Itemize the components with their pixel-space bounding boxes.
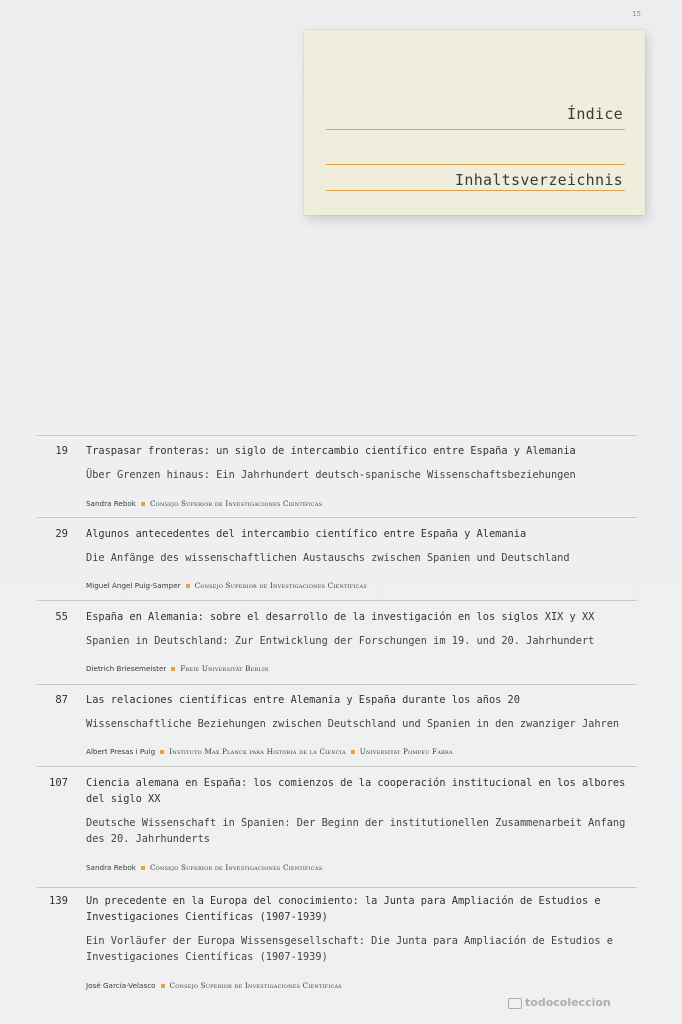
toc-title-de: Spanien in Deutschland: Zur Entwicklung der Forschungen im 19. und 20. Jahrhundert xyxy=(86,635,595,647)
watermark-text: todocoleccion xyxy=(525,996,611,1009)
toc-title-de: Deutsche Wissenschaft in Spanien: Der Beginn der institutionellen Zusammenarbeit Anfang des 20. Jahrhunderts xyxy=(86,817,626,845)
watermark xyxy=(508,996,611,1009)
toc-page-number: 87 xyxy=(55,694,68,706)
toc-title-de: Wissenschaftliche Beziehungen zwischen Deutschland und Spanien in den zwanziger Jahren xyxy=(86,718,620,730)
toc-author: Sandra Rebok xyxy=(86,499,136,508)
toc-institution: Consejo Superior de Investigaciones Científicas xyxy=(149,863,323,872)
separator-square-icon xyxy=(141,866,145,870)
separator-square-icon xyxy=(186,584,190,588)
toc-divider xyxy=(37,766,637,767)
toc-title-es: Un precedente en la Europa del conocimiento: la Junta para Ampliación de Estudios e Investigaciones Científicas (1907-1939) xyxy=(86,895,601,923)
toc-divider xyxy=(37,435,637,436)
toc-title-es: Algunos antecedentes del intercambio científico entre España y Alemania xyxy=(86,528,527,540)
index-title-es: Índice xyxy=(567,105,623,123)
toc-byline xyxy=(86,981,646,990)
toc-byline xyxy=(86,499,646,508)
toc-divider xyxy=(37,517,637,518)
title-card xyxy=(304,30,645,215)
toc-byline xyxy=(86,863,646,872)
separator-square-icon xyxy=(141,502,145,506)
toc-byline xyxy=(86,664,646,673)
toc-page-number: 107 xyxy=(49,777,68,789)
toc-divider xyxy=(37,887,637,888)
toc-title-de: Ein Vorläufer der Europa Wissensgesellschaft: Die Junta para Ampliación de Estudios e Investigaciones Científicas (1907-1939) xyxy=(86,935,613,963)
toc-title-es: Traspasar fronteras: un siglo de intercambio científico entre España y Alemania xyxy=(86,445,576,457)
toc-institution: Consejo Superior de Investigaciones Científicas xyxy=(194,581,367,590)
card-rule xyxy=(326,129,625,130)
toc-page-number: 29 xyxy=(55,528,68,540)
separator-square-icon xyxy=(351,750,355,754)
toc-title-de: Die Anfänge des wissenschaftlichen Austauschs zwischen Spanien und Deutschland xyxy=(86,552,570,564)
folio-page-number: 15 xyxy=(632,10,641,18)
toc-byline xyxy=(86,747,646,756)
toc-divider xyxy=(37,684,637,685)
toc-author: Miguel Ángel Puig-Samper xyxy=(86,581,181,590)
card-rule xyxy=(326,190,625,191)
toc-institution: Freie Universität Berlin xyxy=(180,664,269,673)
toc-divider xyxy=(37,600,637,601)
toc-title-es: Las relaciones científicas entre Alemania y España durante los años 20 xyxy=(86,694,520,706)
toc-author: Dietrich Briesemeister xyxy=(86,664,167,673)
separator-square-icon xyxy=(171,667,175,671)
toc-institution: Consejo Superior de Investigaciones Científicas xyxy=(149,499,323,508)
separator-square-icon xyxy=(161,984,165,988)
toc-byline xyxy=(86,581,646,590)
toc-title-de: Über Grenzen hinaus: Ein Jahrhundert deutsch-spanische Wissenschaftsbeziehungen xyxy=(86,469,576,481)
separator-square-icon xyxy=(160,750,164,754)
toc-institution: Instituto Max Planck para Historia de la Ciencia xyxy=(169,747,346,756)
index-title-de: Inhaltsverzeichnis xyxy=(455,171,623,189)
toc-title-es: Ciencia alemana en España: los comienzos de la cooperación institucional en los albores del siglo XX xyxy=(86,777,626,805)
toc-page-number: 19 xyxy=(55,445,68,457)
toc-institution: Universitat Pompeu Fabra xyxy=(359,747,453,756)
card-rule xyxy=(326,164,625,165)
toc-page-number: 139 xyxy=(49,895,68,907)
toc-author: Sandra Rebok xyxy=(86,863,136,872)
watermark-logo-icon xyxy=(508,998,522,1009)
toc-author: Albert Presas i Puig xyxy=(86,747,156,756)
toc-page-number: 55 xyxy=(55,611,68,623)
toc-institution: Consejo Superior de Investigaciones Científicas xyxy=(169,981,342,990)
toc-title-es: España en Alemania: sobre el desarrollo de la investigación en los siglos XIX y XX xyxy=(86,611,595,623)
toc-author: José García-Velasco xyxy=(86,981,156,990)
